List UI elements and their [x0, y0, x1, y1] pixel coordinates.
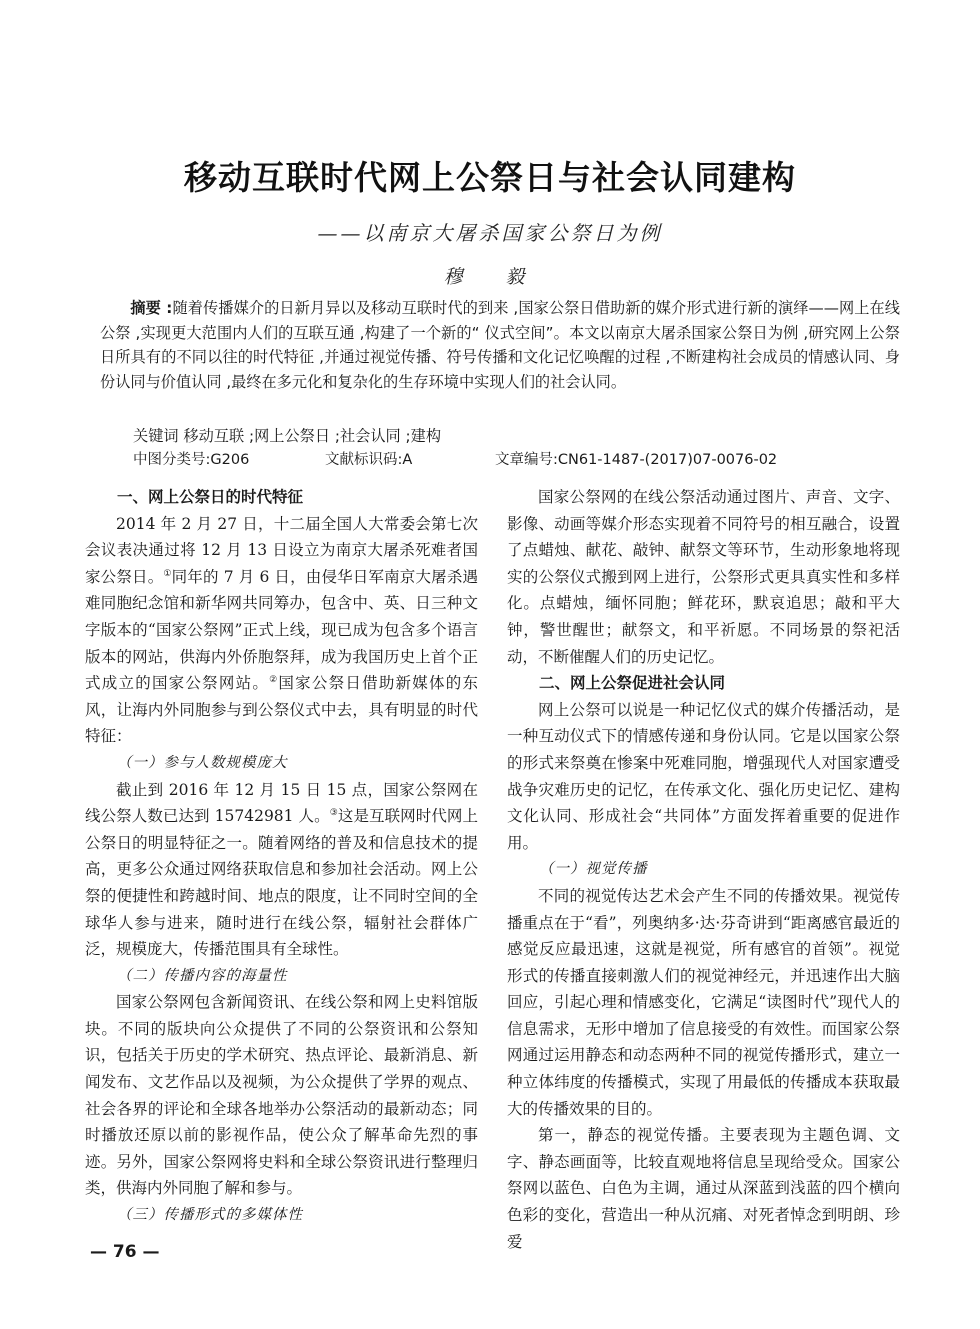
footnote-ref: ③: [329, 807, 338, 818]
subsection-heading: （一）参与人数规模庞大: [117, 754, 288, 771]
paragraph-text: 这是互联网时代网上公祭日的明显特征之一。随着网络的普及和信息技术的提高，更多公众通过网络获取信息和参加社会活动。网上公祭的便捷性和跨越时间、地点的限度，让不同时空间的全球华人参与进来，随时进行在线公祭，辐射社会群体广泛，规模庞大，传播范围具有全球性。: [85, 807, 478, 959]
subsection-heading: （二）传播内容的海量性: [117, 967, 288, 984]
article-number: 文章编号:CN61-1487-(2017)07-0076-02: [495, 452, 778, 468]
paragraph: 网上公祭可以说是一种记忆仪式的媒介传播活动，是一种互动仪式下的情感传递和身份认同。它是以国家公祭的形式来祭奠在惨案中死难同胞，增强现代人对国家遭受战争灾难历史的记忆，在传承文化、强化历史记忆、建构文化认同、形成社会“共同体”方面发挥着重要的促进作用。: [507, 700, 900, 852]
paragraph-text: 同年的 7 月 6 日，由侵华日军南京大屠杀遇难同胞纪念馆和新华网共同筹办，包含中、英、日三种文字版本的“国家公祭网”正式上线，现已成为包含多个语言版本的网站，供海内外侨胞祭拜，成为我国历史上首个正式成立的国家公祭网站。: [85, 567, 478, 693]
paragraph: 第一，静态的视觉传播。主要表现为主题色调、文字、静态画面等，比较直观地将信息呈现给受众。国家公祭网以蓝色、白色为主调，通过从深蓝到浅蓝的四个横向色彩的变化，营造出一种从沉痛、对死者悼念到明朗、珍爱: [507, 1126, 900, 1251]
paragraph-text: 国家公祭日借助新媒体的东风，让海内外同胞参与到公祭仪式中去，具有明显的时代特征：: [85, 674, 478, 746]
paragraph-text: 截止到 2016 年 12 月 15 日 15 点，国家公祭网在线公祭人数已达到 15742981 人。: [85, 780, 478, 826]
paragraph: 国家公祭网的在线公祭活动通过图片、声音、文字、影像、动画等媒介形态实现着不同符号的相互融合，设置了点蜡烛、献花、敲钟、献祭文等环节，生动形象地将现实的公祭仪式搬到网上进行，公祭形式更具真实性和多样化。点蜡烛，缅怀同胞；鲜花环，默哀追思；敲和平大钟，警世醒世；献祭文，和平祈愿。不同场景的祭祀活动，不断催醒人们的历史记忆。: [507, 488, 900, 666]
keywords: [133, 425, 893, 447]
section-heading-1: 一、网上公祭日的时代特征: [117, 488, 304, 506]
paragraph: 国家公祭网包含新闻资讯、在线公祭和网上史料馆版块。不同的版块向公众提供了不同的公祭资讯和公祭知识，包括关于历史的学术研究、热点评论、最新消息、新闻发布、文艺作品以及视频，为公众提供了学界的观点、社会各界的评论和全球各地举办公祭活动的最新动态；同时播放还原以前的影视作品，使公众了解革命先烈的事迹。另外，国家公祭网将史料和全球公祭资讯进行整理归类，供海内外同胞了解和参与。: [85, 993, 478, 1198]
author-name: 穆 毅: [443, 266, 537, 288]
paragraph-text: 2014 年 2 月 27 日，十二届全国人大常委会第七次会议表决通过将 12 月 13 日设立为南京大屠杀死难者国家公祭日。: [85, 514, 478, 586]
page-number: — 76 —: [90, 1242, 160, 1262]
article-meta: [133, 449, 893, 473]
abstract: [100, 296, 900, 394]
paragraph: [85, 511, 478, 750]
right-column: [507, 484, 900, 1255]
left-column: [85, 484, 478, 1229]
paragraph: [85, 777, 478, 963]
subsection-heading: （三）传播形式的多媒体性: [117, 1207, 303, 1224]
abstract-text: 随着传播媒介的日新月异以及移动互联时代的到来 ,国家公祭日借助新的媒介形式进行新的演绎——网上在线公祭 ,实现更大范围内人们的互联互通 ,构建了一个新的“ 仪式空间”。本文以南京大屠杀国家公祭日为例 ,研究网上公祭日所具有的不同以往的时代特征 ,并通过视觉传播、符号传播和文化记忆唤醒的过程 ,不断建构社会成员的情感认同、身份认同与价值认同 ,最终在多元化和复杂化的生存环境中实现人们的社会认同。: [100, 299, 900, 391]
footnote-ref: ②: [269, 675, 279, 685]
subsection-heading: （一）视觉传播: [539, 861, 648, 878]
paragraph: 不同的视觉传达艺术会产生不同的传播效果。视觉传播重点在于“看”，列奥纳多·达·芬奇讲到“距离感官最近的感觉反应最迅速，这就是视觉，所有感官的首领”。视觉形式的传播直接刺激人们的视觉神经元，并迅速作出大脑回应，引起心理和情感变化，它满足“读图时代”现代人的信息需求，无形中增加了信息接受的有效性。而国家公祭网通过运用静态和动态两种不同的视觉传播形式，建立一种立体纬度的传播模式，实现了用最低的传播成本获取最大的传播效果的目的。: [507, 886, 900, 1118]
clc-number: 中图分类号:G206: [133, 452, 250, 468]
section-heading-2: 二、网上公祭促进社会认同: [539, 674, 726, 693]
paper-subtitle: ——以南京大屠杀国家公祭日为例: [317, 221, 663, 245]
keywords-label: 关键词: [133, 427, 184, 445]
footnote-ref: ①: [163, 568, 172, 579]
paper-title: 移动互联时代网上公祭日与社会认同建构: [184, 158, 796, 197]
keywords-text: 移动互联 ;网上公祭日 ;社会认同 ;建构: [183, 427, 442, 445]
document-code: 文献标识码:A: [325, 452, 413, 468]
abstract-label: 摘要 :: [130, 299, 173, 317]
